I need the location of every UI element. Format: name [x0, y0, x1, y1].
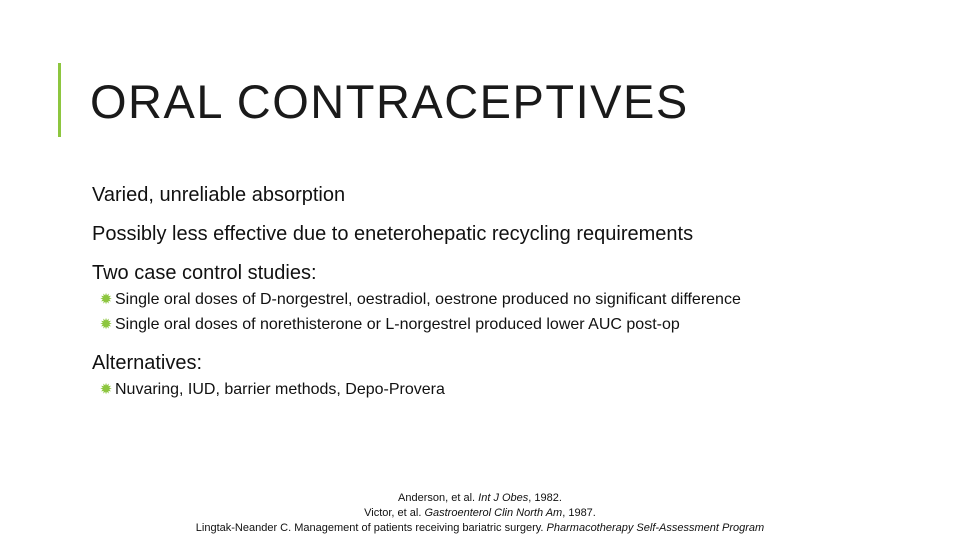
sunburst-bullet-icon: ✹ — [99, 381, 113, 398]
sunburst-bullet-icon: ✹ — [99, 291, 113, 308]
sunburst-bullet-icon: ✹ — [99, 316, 113, 333]
sub-bullet-item — [92, 380, 912, 400]
bullet-item: Alternatives: — [92, 352, 203, 374]
title-accent-bar — [58, 63, 61, 137]
sub-bullet-item — [92, 315, 912, 335]
sub-bullet-text: Single oral doses of norethisterone or L-norgestrel produced lower AUC post-op — [115, 316, 680, 333]
reference-line: Lingtak-Neander C. Management of patients receiving bariatric surgery. Pharmacotherapy Self-Assessment Program — [195, 522, 765, 534]
sub-bullet-text: Single oral doses of D-norgestrel, oestradiol, oestrone produced no significant difference — [115, 291, 741, 308]
references — [0, 491, 960, 536]
bullet-item: Possibly less effective due to eneterohepatic recycling requirements — [92, 223, 694, 245]
slide-title: ORAL CONTRACEPTIVES — [90, 75, 689, 128]
bullet-item: Varied, unreliable absorption — [92, 184, 346, 206]
sub-bullet-item — [92, 290, 912, 310]
sub-bullet-text: Nuvaring, IUD, barrier methods, Depo-Provera — [115, 381, 445, 398]
reference-line: Victor, et al. Gastroenterol Clin North Am, 1987. — [364, 507, 596, 519]
bullet-item: Two case control studies: — [92, 262, 317, 284]
reference-line: Anderson, et al. Int J Obes, 1982. — [398, 492, 562, 504]
bullet-list — [92, 182, 912, 400]
